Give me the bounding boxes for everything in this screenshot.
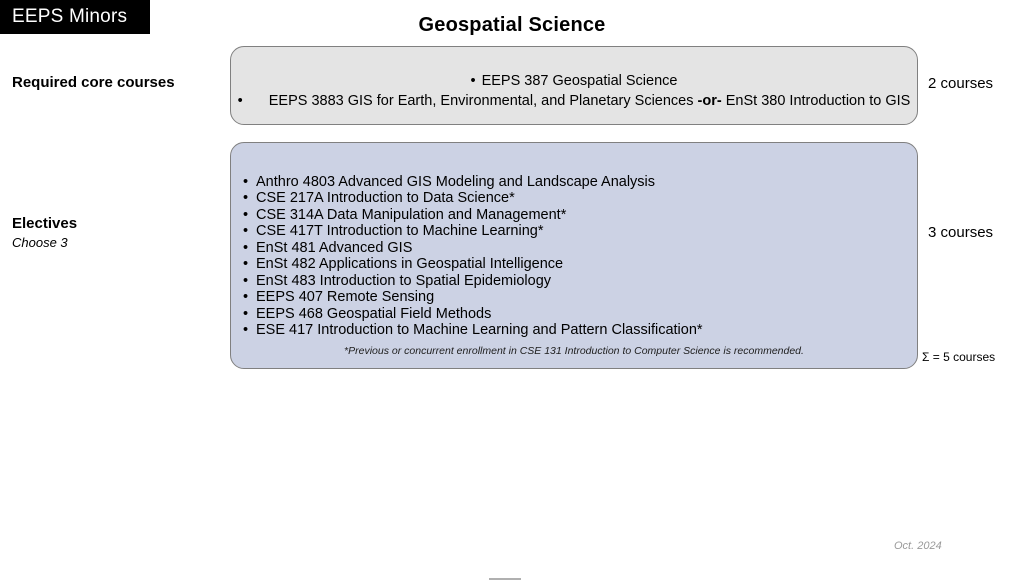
- list-item-label: CSE 314A Data Manipulation and Management*: [256, 206, 567, 223]
- bullet-icon: •: [243, 239, 249, 256]
- bottom-divider: [489, 578, 521, 584]
- row-count-electives: 3 courses: [928, 224, 994, 241]
- list-item-label: EnSt 481 Advanced GIS: [256, 239, 413, 256]
- row-label-core: Required core courses: [12, 74, 175, 91]
- list-item-label: EnSt 483 Introduction to Spatial Epidemiology: [256, 272, 552, 289]
- list-item-label: ESE 417 Introduction to Machine Learning and Pattern Classification*: [256, 322, 703, 339]
- list-item-label: Anthro 4803 Advanced GIS Modeling and Landscape Analysis: [256, 174, 656, 190]
- list-item-label: CSE 417T Introduction to Machine Learning*: [256, 223, 544, 240]
- list-item-label: CSE 217A Introduction to Data Science*: [256, 190, 515, 207]
- bullet-icon: •: [243, 256, 249, 273]
- row-count-core: 2 courses: [928, 75, 994, 92]
- list-item: [243, 224, 883, 240]
- list-item: [243, 257, 883, 273]
- corner-tab-label: EEPS Minors: [12, 6, 128, 27]
- core-course-line: [231, 91, 917, 111]
- list-item-label: EnSt 482 Applications in Geospatial Intelligence: [256, 256, 564, 273]
- total-courses: Σ = 5 courses: [922, 350, 996, 364]
- bullet-icon: •: [243, 190, 249, 207]
- list-item: [243, 175, 883, 191]
- bullet-icon: •: [243, 223, 249, 240]
- row-label-electives: Electives: [12, 215, 78, 232]
- list-item: [243, 208, 883, 224]
- core-course-text-after: EnSt 380 Introduction to GIS: [721, 93, 911, 109]
- bullet-icon: •: [243, 206, 249, 223]
- list-item-label: EEPS 407 Remote Sensing: [256, 289, 435, 306]
- list-item: [243, 307, 883, 323]
- bullet-icon: •: [243, 305, 249, 322]
- core-course-text: EEPS 387 Geospatial Science: [481, 73, 678, 89]
- date-stamp: Oct. 2024: [894, 540, 942, 552]
- list-item-label: EEPS 468 Geospatial Field Methods: [256, 305, 492, 322]
- row-sublabel-electives: Choose 3: [12, 235, 68, 250]
- list-item: [243, 323, 883, 339]
- core-course-lines: [231, 71, 917, 111]
- page-title: Geospatial Science: [418, 14, 606, 36]
- electives-list: [243, 175, 883, 340]
- list-item: [243, 241, 883, 257]
- electives-box: [230, 142, 918, 369]
- bullet-icon: •: [237, 93, 243, 109]
- list-item: [243, 191, 883, 207]
- core-course-line: [231, 71, 917, 91]
- core-course-text-before: EEPS 3883 GIS for Earth, Environmental, and Planetary Sciences: [268, 93, 698, 109]
- core-courses-box: [230, 46, 918, 125]
- core-course-or: -or-: [697, 93, 722, 109]
- bullet-icon: •: [470, 73, 476, 89]
- bullet-icon: •: [243, 322, 249, 339]
- list-item: [243, 290, 883, 306]
- bullet-icon: •: [243, 174, 249, 190]
- bullet-icon: •: [243, 272, 249, 289]
- list-item: [243, 274, 883, 290]
- electives-footnote: *Previous or concurrent enrollment in CSE 131 Introduction to Computer Science is recommended.: [344, 345, 804, 357]
- bullet-icon: •: [243, 289, 249, 306]
